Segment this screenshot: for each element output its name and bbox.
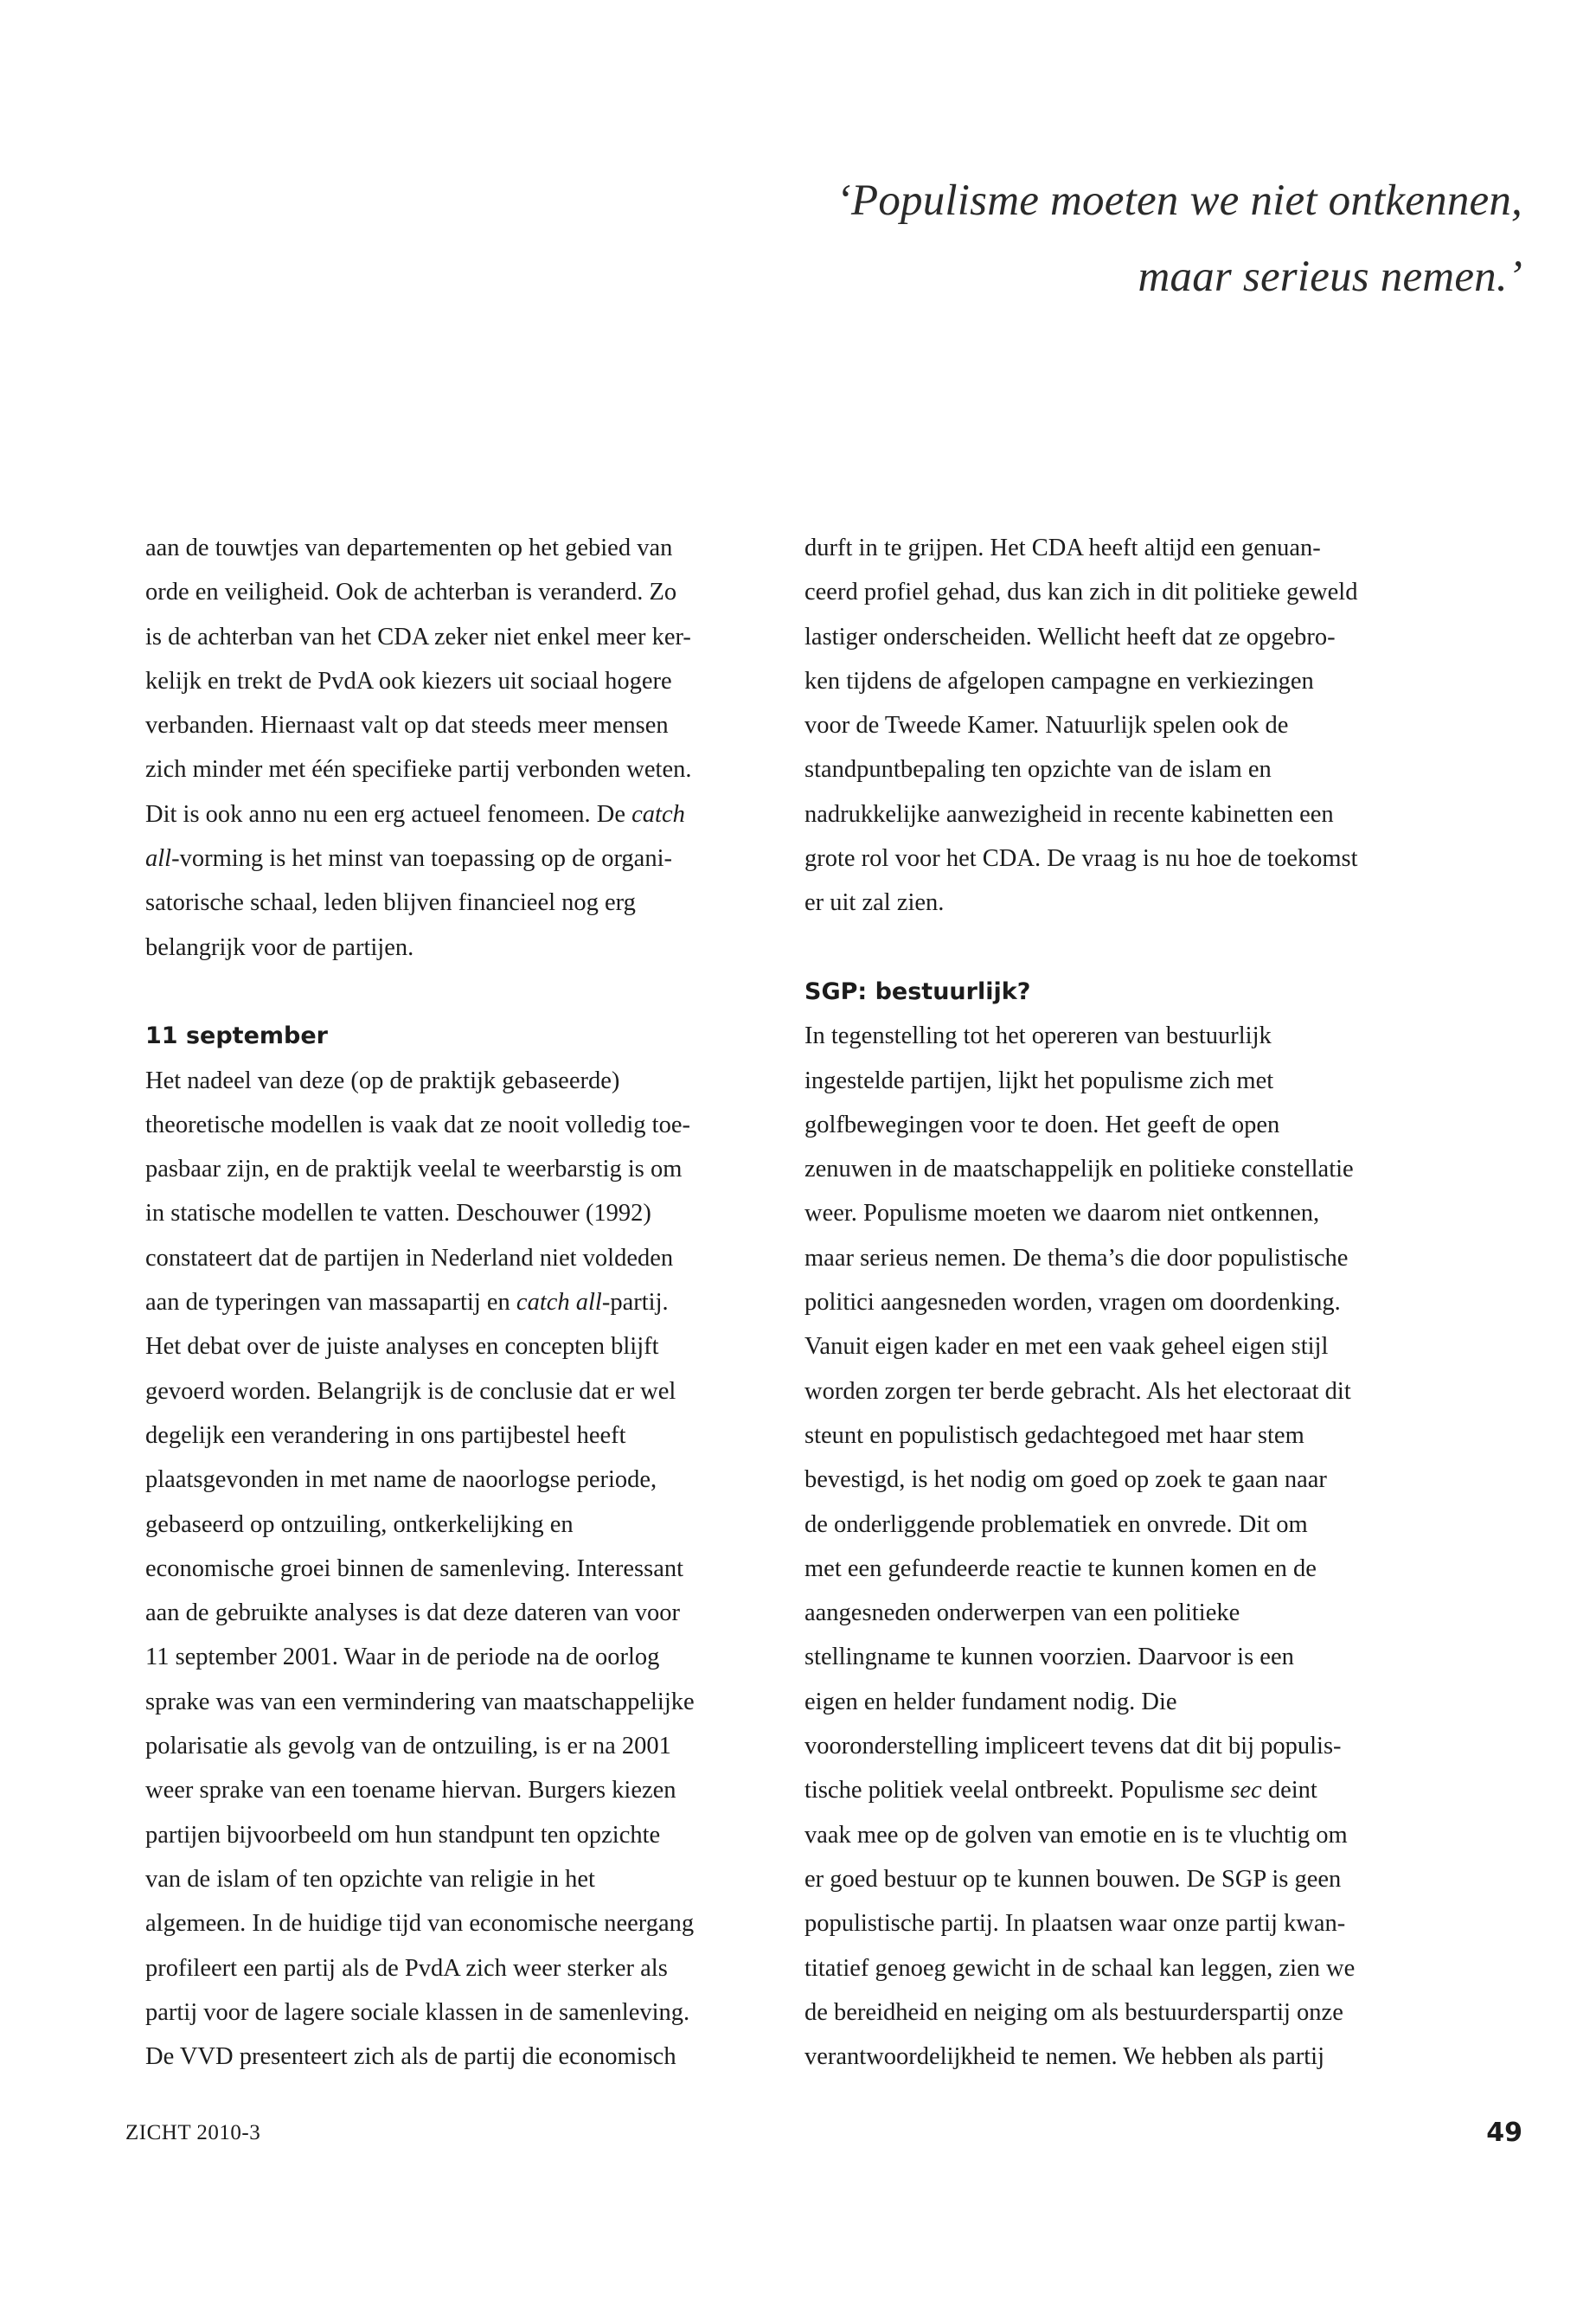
- body-line: [145, 836, 742, 881]
- body-line: [145, 1280, 742, 1324]
- pull-quote-line-2: maar serieus nemen.’: [1138, 253, 1522, 301]
- paragraph-gap: [145, 970, 742, 1014]
- text-run: Dit is ook anno nu een erg actueel fenomeen. De: [145, 800, 632, 828]
- body-line: maar serieus nemen. De thema’s die door populistische: [804, 1244, 1349, 1272]
- section-heading-sgp-bestuurlijk: SGP: bestuurlijk?: [804, 977, 1031, 1005]
- body-line: er goed bestuur op te kunnen bouwen. De SGP is geen: [804, 1865, 1342, 1893]
- body-line: degelijk een verandering in ons partijbestel heeft: [145, 1421, 626, 1449]
- page-number: 49: [1486, 2118, 1522, 2148]
- body-line: algemeen. In de huidige tijd van economische neergang: [145, 1910, 695, 1938]
- body-line: Het debat over de juiste analyses en concepten blijft: [145, 1333, 659, 1361]
- body-line: golfbewegingen voor te doen. Het geeft de open: [804, 1111, 1280, 1138]
- body-line: theoretische modellen is vaak dat ze nooit volledig toe-: [145, 1111, 690, 1138]
- body-line: er uit zal zien.: [804, 889, 945, 917]
- body-line: eigen en helder fundament nodig. Die: [804, 1688, 1177, 1715]
- body-line: satorische schaal, leden blijven financieel nog erg: [145, 889, 636, 917]
- body-line: weer sprake van een toename hiervan. Burgers kiezen: [145, 1777, 676, 1804]
- body-line: worden zorgen ter berde gebracht. Als het electoraat dit: [804, 1377, 1351, 1405]
- italic-term: catch: [631, 800, 685, 828]
- body-line: ken tijdens de afgelopen campagne en verkiezingen: [804, 667, 1314, 695]
- body-line: zich minder met één specifieke partij verbonden weten.: [145, 756, 692, 784]
- body-line: gevoerd worden. Belangrijk is de conclusie dat er wel: [145, 1377, 676, 1405]
- body-line: voor de Tweede Kamer. Natuurlijk spelen ook de: [804, 712, 1289, 740]
- body-line: zenuwen in de maatschappelijk en politieke constellatie: [804, 1156, 1354, 1183]
- body-line: gebaseerd op ontzuiling, ontkerkelijking en: [145, 1510, 574, 1538]
- body-line: vaak mee op de golven van emotie en is te vluchtig om: [804, 1821, 1348, 1849]
- journal-issue-label: ZICHT 2010-3: [125, 2121, 261, 2144]
- body-line: belangrijk voor de partijen.: [145, 933, 414, 961]
- body-line: nadrukkelijke aanwezigheid in recente kabinetten een: [804, 800, 1334, 828]
- body-line: titatief genoeg gewicht in de schaal kan leggen, zien we: [804, 1954, 1356, 1982]
- body-line: [804, 1768, 1401, 1812]
- italic-term: all: [145, 845, 172, 873]
- body-line: De VVD presenteert zich als de partij die economisch: [145, 2043, 676, 2071]
- body-line: politici aangesneden worden, vragen om doordenking.: [804, 1289, 1341, 1317]
- body-line: met een gefundeerde reactie te kunnen komen en de: [804, 1554, 1317, 1582]
- body-line: aangesneden onderwerpen van een politieke: [804, 1599, 1240, 1627]
- italic-term: sec: [1230, 1777, 1262, 1804]
- italic-term: catch all: [516, 1289, 602, 1317]
- body-line: durft in te grijpen. Het CDA heeft altijd een genuan-: [804, 535, 1321, 561]
- body-line: constateert dat de partijen in Nederland niet voldeden: [145, 1244, 674, 1272]
- body-line: van de islam of ten opzichte van religie in het: [145, 1865, 595, 1893]
- body-line: In tegenstelling tot het opereren van bestuurlijk: [804, 1022, 1272, 1050]
- body-line: Vanuit eigen kader en met een vaak geheel eigen stijl: [804, 1333, 1329, 1361]
- body-line: is de achterban van het CDA zeker niet enkel meer ker-: [145, 623, 691, 651]
- body-line: Het nadeel van deze (op de praktijk gebaseerde): [145, 1067, 620, 1094]
- body-line: weer. Populisme moeten we daarom niet ontkennen,: [804, 1200, 1320, 1227]
- body-line: lastiger onderscheiden. Wellicht heeft dat ze opgebro-: [804, 623, 1336, 651]
- body-line: plaatsgevonden in met name de naoorlogse periode,: [145, 1466, 657, 1494]
- body-line: 11 september 2001. Waar in de periode na de oorlog: [145, 1644, 660, 1671]
- body-line: [145, 792, 742, 836]
- paragraph-gap: [804, 926, 1401, 970]
- body-line: ceerd profiel gehad, dus kan zich in dit politieke geweld: [804, 579, 1358, 606]
- body-line: de onderliggende problematiek en onvrede. Dit om: [804, 1510, 1308, 1538]
- text-run: tische politiek veelal ontbreekt. Populisme: [804, 1777, 1231, 1804]
- body-line: profileert een partij als de PvdA zich weer sterker als: [145, 1954, 668, 1982]
- body-line: partij voor de lagere sociale klassen in de samenleving.: [145, 1998, 690, 2026]
- body-line: populistische partij. In plaatsen waar onze partij kwan-: [804, 1910, 1346, 1938]
- body-line: aan de touwtjes van departementen op het gebied van: [145, 535, 673, 561]
- text-run: aan de typeringen van massapartij en: [145, 1289, 516, 1317]
- body-line: sprake was van een vermindering van maatschappelijke: [145, 1688, 695, 1715]
- body-line: ingestelde partijen, lijkt het populisme zich met: [804, 1067, 1274, 1094]
- body-line: bevestigd, is het nodig om goed op zoek te gaan naar: [804, 1466, 1327, 1494]
- pull-quote-line-1: ‘Populisme moeten we niet ontkennen,: [836, 176, 1522, 225]
- body-line: steunt en populistisch gedachtegoed met haar stem: [804, 1421, 1304, 1449]
- section-heading-11-september: 11 september: [145, 1022, 328, 1050]
- body-line: economische groei binnen de samenleving. Interessant: [145, 1554, 684, 1582]
- body-line: grote rol voor het CDA. De vraag is nu hoe de toekomst: [804, 845, 1358, 873]
- pull-quote: [657, 163, 1522, 315]
- body-line: vooronderstelling impliceert tevens dat dit bij populis-: [804, 1733, 1342, 1760]
- right-column: [804, 526, 1401, 2079]
- text-run: deint: [1261, 1777, 1317, 1804]
- body-line: stellingname te kunnen voorzien. Daarvoor is een: [804, 1644, 1294, 1671]
- body-line: de bereidheid en neiging om als bestuurderspartij onze: [804, 1998, 1343, 2026]
- body-line: verantwoordelijkheid te nemen. We hebben als partij: [804, 2043, 1325, 2071]
- body-line: polarisatie als gevolg van de ontzuiling, is er na 2001: [145, 1733, 671, 1760]
- left-column: [145, 526, 742, 2079]
- body-line: aan de gebruikte analyses is dat deze dateren van voor: [145, 1599, 681, 1627]
- body-line: verbanden. Hiernaast valt op dat steeds meer mensen: [145, 712, 669, 740]
- text-run: -partij.: [601, 1289, 669, 1317]
- body-line: standpuntbepaling ten opzichte van de islam en: [804, 756, 1272, 784]
- body-line: kelijk en trekt de PvdA ook kiezers uit sociaal hogere: [145, 667, 672, 695]
- body-line: orde en veiligheid. Ook de achterban is veranderd. Zo: [145, 579, 677, 606]
- body-line: in statische modellen te vatten. Deschouwer (1992): [145, 1200, 651, 1227]
- text-run: -vorming is het minst van toepassing op de organi-: [171, 845, 672, 873]
- body-line: pasbaar zijn, en de praktijk veelal te weerbarstig is om: [145, 1156, 683, 1183]
- body-line: partijen bijvoorbeeld om hun standpunt ten opzichte: [145, 1821, 661, 1849]
